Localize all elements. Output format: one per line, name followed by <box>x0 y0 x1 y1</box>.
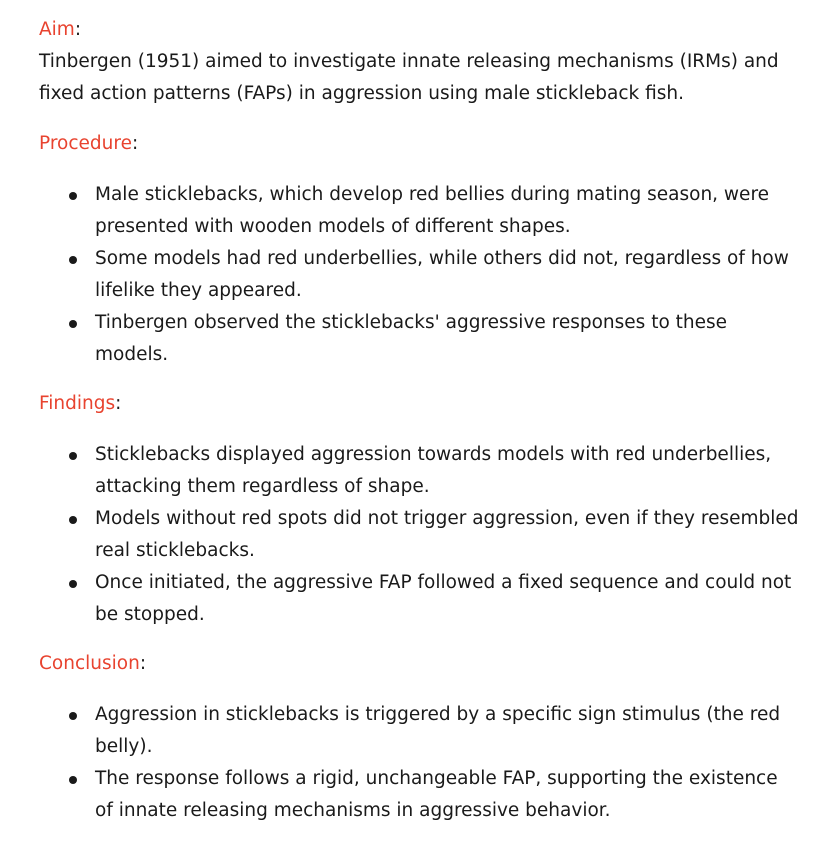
bullet-icon <box>69 452 77 460</box>
list-item <box>39 763 799 827</box>
list-item <box>39 503 799 567</box>
list-item <box>39 699 799 763</box>
aim-heading <box>39 14 799 46</box>
list-item-text: Aggression in sticklebacks is triggered by a specific sign stimulus (the red belly). <box>95 704 781 757</box>
bullet-icon <box>69 320 77 328</box>
conclusion-heading <box>39 648 799 680</box>
procedure-heading-label: Procedure <box>39 133 132 154</box>
bullet-icon <box>69 192 77 200</box>
aim-section <box>39 14 799 110</box>
list-item-text: Sticklebacks displayed aggression towards models with red underbellies, attacking them regardless of shape. <box>95 444 772 497</box>
list-item-text: Models without red spots did not trigger aggression, even if they resembled real sticklebacks. <box>95 508 799 561</box>
procedure-section <box>39 128 799 371</box>
findings-heading-colon: : <box>115 393 122 414</box>
aim-heading-label: Aim <box>39 19 75 40</box>
conclusion-heading-label: Conclusion <box>39 653 140 674</box>
list-item <box>39 567 799 631</box>
procedure-list <box>39 179 799 371</box>
list-item <box>39 243 799 307</box>
list-item-text: Male sticklebacks, which develop red bellies during mating season, were presented with wooden models of different shapes. <box>95 184 770 237</box>
findings-heading-label: Findings <box>39 393 116 414</box>
list-item <box>39 179 799 243</box>
list-item-text: The response follows a rigid, unchangeable FAP, supporting the existence of innate releasing mechanisms in aggressive behavior. <box>95 768 778 821</box>
list-item-text: Tinbergen observed the sticklebacks' aggressive responses to these models. <box>95 312 728 365</box>
procedure-heading-colon: : <box>131 133 139 154</box>
aim-heading-colon: : <box>74 19 82 40</box>
aim-text: Tinbergen (1951) aimed to investigate innate releasing mechanisms (IRMs) and fixed action patterns (FAPs) in aggression using male stickleback fish. <box>39 51 779 104</box>
list-item-text: Once initiated, the aggressive FAP followed a fixed sequence and could not be stopped. <box>95 572 792 625</box>
conclusion-heading-colon: : <box>139 653 147 674</box>
bullet-icon <box>69 776 77 784</box>
findings-list <box>39 439 799 631</box>
list-item <box>39 439 799 503</box>
list-item-text: Some models had red underbellies, while others did not, regardless of how lifelike they appeared. <box>95 248 789 301</box>
bullet-icon <box>69 256 77 264</box>
procedure-heading <box>39 128 799 160</box>
list-item <box>39 307 799 371</box>
conclusion-list <box>39 699 799 827</box>
bullet-icon <box>69 580 77 588</box>
conclusion-section <box>39 648 799 827</box>
document-body <box>39 14 799 827</box>
bullet-icon <box>69 712 77 720</box>
findings-heading <box>39 388 799 420</box>
findings-section <box>39 388 799 631</box>
bullet-icon <box>69 516 77 524</box>
